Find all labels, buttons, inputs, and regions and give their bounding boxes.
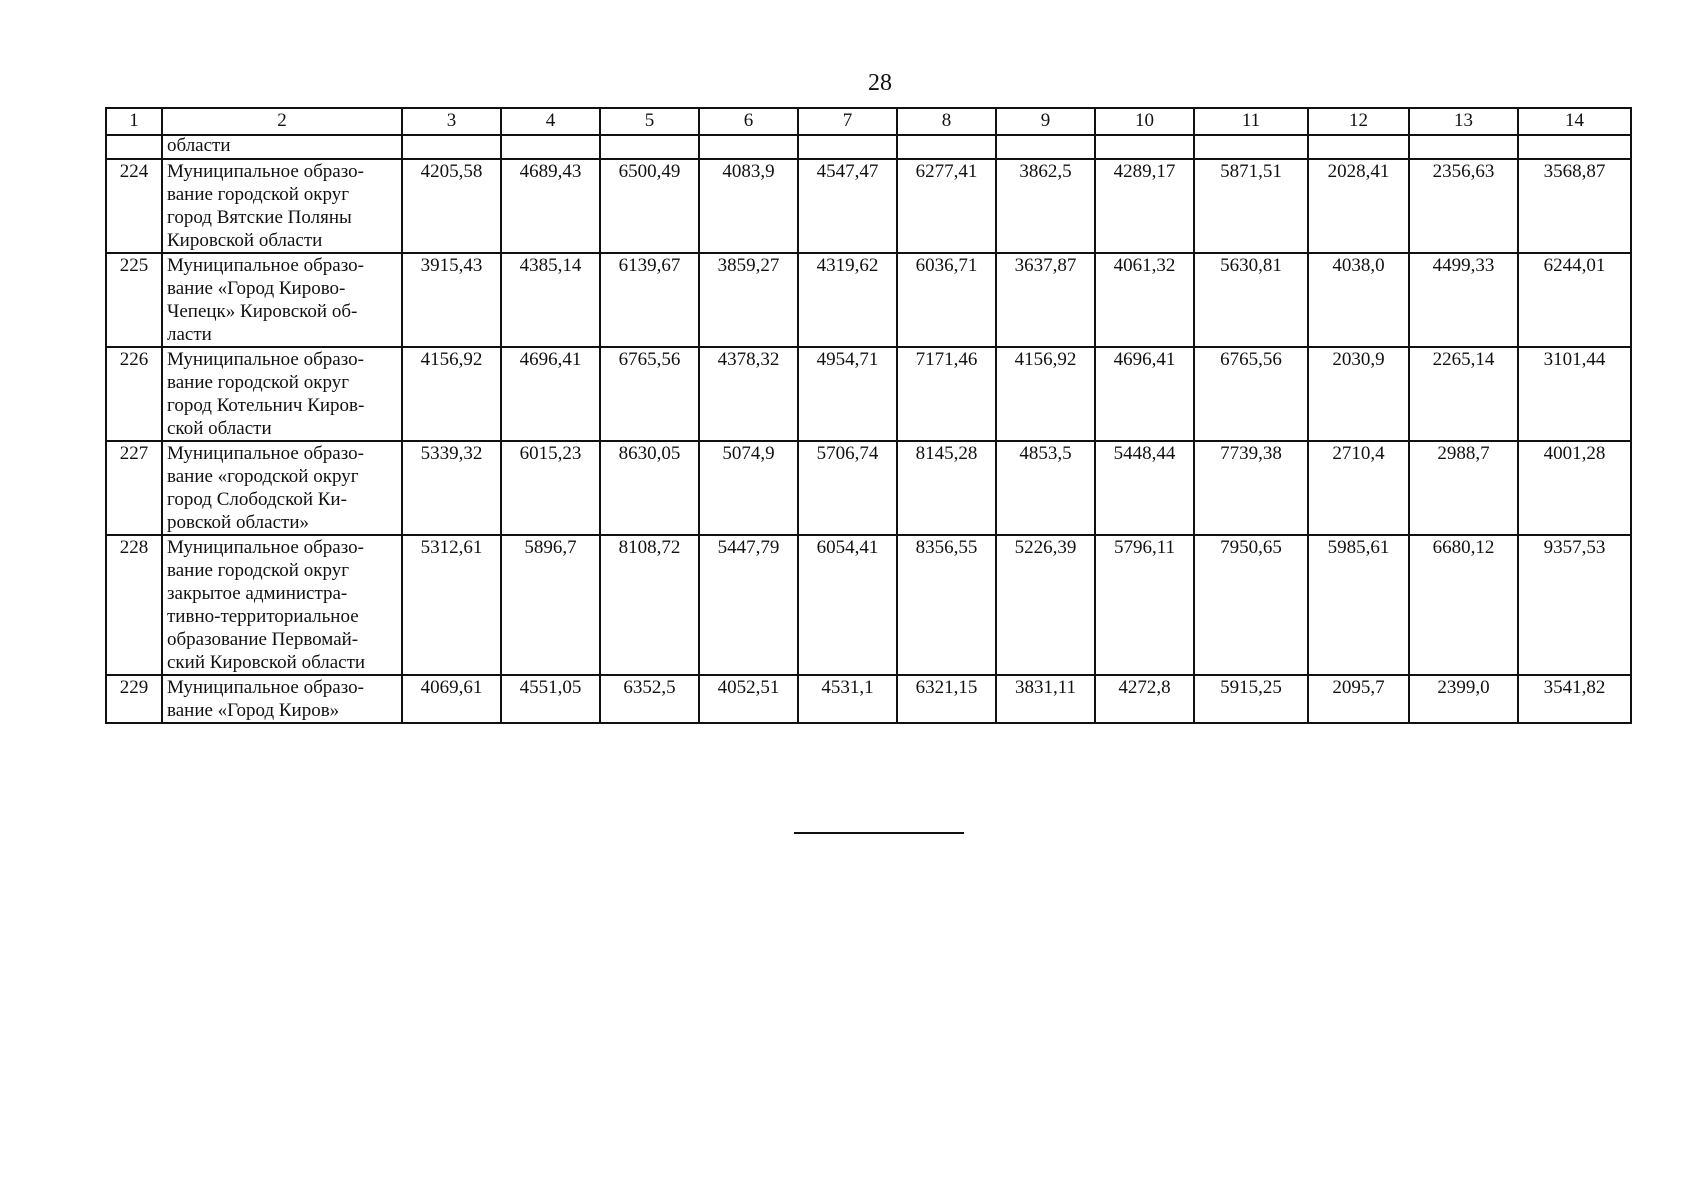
header-cell: 6 [699,108,798,135]
end-divider-line [794,832,964,834]
table-row [106,159,1631,253]
value-cell: 5796,11 [1095,535,1194,675]
header-cell: 5 [600,108,699,135]
header-cell: 12 [1308,108,1409,135]
value-cell: 4696,41 [1095,347,1194,441]
value-cell: 4551,05 [501,675,600,723]
value-cell: 8630,05 [600,441,699,535]
header-cell: 10 [1095,108,1194,135]
page-number: 28 [868,70,892,96]
value-cell: 7950,65 [1194,535,1308,675]
value-cell: 3831,11 [996,675,1095,723]
value-cell: 2028,41 [1308,159,1409,253]
row-number: 224 [106,159,162,253]
value-cell: 2710,4 [1308,441,1409,535]
value-cell: 2988,7 [1409,441,1518,535]
municipality-name: Муниципальное образо- вание «Город Кирово- Чепецк» Кировской об- ласти [162,253,402,347]
value-cell: 4038,0 [1308,253,1409,347]
value-cell: 4954,71 [798,347,897,441]
value-cell: 5226,39 [996,535,1095,675]
header-cell: 2 [162,108,402,135]
value-cell: 6765,56 [600,347,699,441]
continuation-text: области [162,135,402,159]
value-cell: 5448,44 [1095,441,1194,535]
value-cell: 4052,51 [699,675,798,723]
continuation-row [106,135,1631,159]
header-cell: 8 [897,108,996,135]
value-cell: 5896,7 [501,535,600,675]
value-cell: 4205,58 [402,159,501,253]
row-number: 228 [106,535,162,675]
value-cell: 4319,62 [798,253,897,347]
value-cell: 3637,87 [996,253,1095,347]
value-cell: 6036,71 [897,253,996,347]
header-cell: 4 [501,108,600,135]
header-cell: 1 [106,108,162,135]
value-cell: 8108,72 [600,535,699,675]
value-cell: 5339,32 [402,441,501,535]
cell-number [106,135,162,159]
header-cell: 14 [1518,108,1631,135]
header-row [106,108,1631,135]
value-cell: 2399,0 [1409,675,1518,723]
value-cell: 6500,49 [600,159,699,253]
municipality-name: Муниципальное образо- вание «Город Киров» [162,675,402,723]
value-cell: 6139,67 [600,253,699,347]
value-cell: 6352,5 [600,675,699,723]
value-cell: 6277,41 [897,159,996,253]
value-cell: 4156,92 [402,347,501,441]
value-cell: 3101,44 [1518,347,1631,441]
value-cell: 3862,5 [996,159,1095,253]
value-cell: 7171,46 [897,347,996,441]
table-row [106,441,1631,535]
value-cell: 4499,33 [1409,253,1518,347]
municipality-name: Муниципальное образо- вание «городской округ город Слободской Ки- ровской области» [162,441,402,535]
value-cell: 6680,12 [1409,535,1518,675]
header-cell: 11 [1194,108,1308,135]
value-cell: 3859,27 [699,253,798,347]
row-number: 226 [106,347,162,441]
header-cell: 3 [402,108,501,135]
value-cell: 4061,32 [1095,253,1194,347]
value-cell: 5630,81 [1194,253,1308,347]
row-number: 225 [106,253,162,347]
header-cell: 7 [798,108,897,135]
row-number: 229 [106,675,162,723]
value-cell: 4547,47 [798,159,897,253]
value-cell: 6244,01 [1518,253,1631,347]
table-row [106,535,1631,675]
value-cell: 4378,32 [699,347,798,441]
value-cell: 5985,61 [1308,535,1409,675]
value-cell: 5915,25 [1194,675,1308,723]
value-cell: 6015,23 [501,441,600,535]
municipality-name: Муниципальное образо- вание городской округ город Вятские Поляны Кировской области [162,159,402,253]
value-cell: 5312,61 [402,535,501,675]
value-cell: 4531,1 [798,675,897,723]
value-cell: 5706,74 [798,441,897,535]
value-cell: 6054,41 [798,535,897,675]
value-cell: 2095,7 [1308,675,1409,723]
value-cell: 4272,8 [1095,675,1194,723]
value-cell: 3915,43 [402,253,501,347]
value-cell: 4289,17 [1095,159,1194,253]
value-cell: 4385,14 [501,253,600,347]
table-row [106,347,1631,441]
value-cell: 9357,53 [1518,535,1631,675]
value-cell: 5871,51 [1194,159,1308,253]
value-cell: 2265,14 [1409,347,1518,441]
municipality-name: Муниципальное образо- вание городской округ закрытое администра- тивно-территориальное образование Первомай- ский Кировской области [162,535,402,675]
value-cell: 7739,38 [1194,441,1308,535]
value-cell: 4156,92 [996,347,1095,441]
header-cell: 13 [1409,108,1518,135]
value-cell: 8356,55 [897,535,996,675]
value-cell: 2030,9 [1308,347,1409,441]
value-cell: 4689,43 [501,159,600,253]
value-cell: 5447,79 [699,535,798,675]
table-row [106,253,1631,347]
header-cell: 9 [996,108,1095,135]
table-row [106,675,1631,723]
value-cell: 6321,15 [897,675,996,723]
value-cell: 3568,87 [1518,159,1631,253]
value-cell: 8145,28 [897,441,996,535]
row-number: 227 [106,441,162,535]
value-cell: 6765,56 [1194,347,1308,441]
value-cell: 2356,63 [1409,159,1518,253]
municipality-name: Муниципальное образо- вание городской округ город Котельнич Киров- ской области [162,347,402,441]
value-cell: 5074,9 [699,441,798,535]
data-table [105,107,1632,724]
value-cell: 4696,41 [501,347,600,441]
value-cell: 3541,82 [1518,675,1631,723]
value-cell: 4083,9 [699,159,798,253]
value-cell: 4069,61 [402,675,501,723]
value-cell: 4001,28 [1518,441,1631,535]
value-cell: 4853,5 [996,441,1095,535]
